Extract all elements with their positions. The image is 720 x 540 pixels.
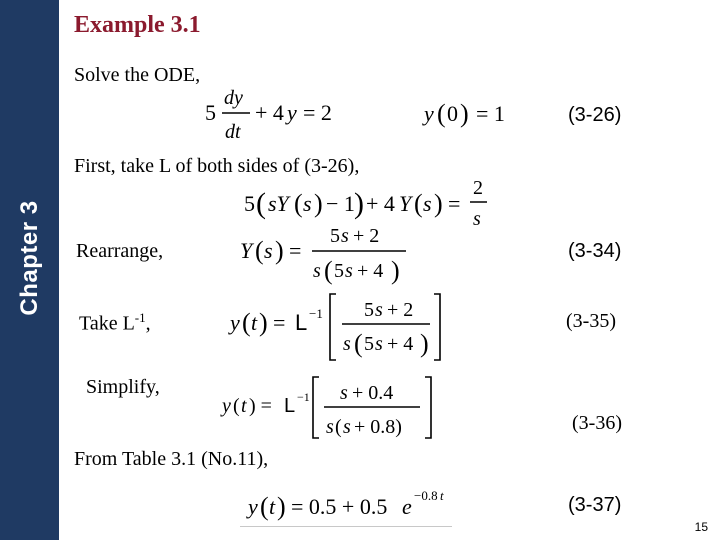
svg-text:y: y — [230, 310, 240, 335]
svg-text:2: 2 — [473, 177, 483, 199]
svg-text:= 1: = 1 — [476, 101, 505, 126]
svg-text:s: s — [313, 260, 321, 282]
svg-text:−1: −1 — [309, 306, 323, 321]
svg-text:t: t — [269, 494, 276, 519]
svg-text:+ 4: + 4 — [366, 191, 395, 216]
svg-text:(: ( — [256, 187, 266, 220]
svg-text:5: 5 — [364, 299, 374, 321]
svg-text:(: ( — [294, 189, 303, 218]
svg-text:y: y — [248, 494, 258, 519]
svg-text:s: s — [375, 333, 383, 355]
svg-text:): ) — [277, 492, 286, 521]
step-table: From Table 3.1 (No.11), — [74, 448, 269, 470]
svg-text:+ 4: + 4 — [387, 333, 414, 355]
svg-text:(: ( — [255, 236, 264, 265]
solution-equation — [240, 482, 452, 527]
svg-text:) =: ) = — [249, 395, 272, 417]
svg-text:Y: Y — [240, 238, 253, 263]
svg-text:): ) — [314, 189, 323, 218]
svg-text:= 2: = 2 — [303, 100, 332, 125]
svg-text:Y: Y — [399, 191, 412, 216]
svg-text:(: ( — [242, 308, 251, 337]
svg-text:(: ( — [437, 99, 446, 128]
svg-text:(: ( — [414, 189, 423, 218]
svg-text:(: ( — [354, 329, 363, 358]
simplified-equation — [222, 374, 442, 442]
svg-text:5: 5 — [364, 333, 374, 355]
take-inverse-sup: -1 — [134, 310, 146, 325]
equation-number-326: (3-26) — [568, 104, 622, 126]
svg-text:=: = — [448, 191, 461, 216]
svg-text:= 0.5 + 0.5: = 0.5 + 0.5 — [291, 494, 388, 519]
step-take-inverse — [79, 310, 151, 336]
svg-text:s: s — [340, 382, 348, 404]
svg-text:− 1: − 1 — [326, 191, 355, 216]
svg-text:): ) — [275, 236, 284, 265]
inverse-equation — [230, 288, 450, 364]
svg-text:y: y — [424, 101, 434, 126]
take-inverse-label: Take L — [79, 312, 135, 335]
svg-text:+ 2: + 2 — [387, 299, 414, 321]
equation-number-337: (3-37) — [568, 494, 622, 516]
svg-text:5: 5 — [330, 225, 340, 247]
svg-text:): ) — [391, 256, 400, 285]
svg-text:0: 0 — [447, 101, 458, 126]
chapter-label: Chapter 3 — [16, 200, 43, 316]
svg-text:−1: −1 — [297, 390, 310, 404]
take-inverse-suffix: , — [145, 312, 151, 335]
svg-text:s: s — [375, 299, 383, 321]
step-laplace: First, take L of both sides of (3-26), — [74, 155, 360, 177]
svg-text:(: ( — [335, 416, 342, 438]
svg-text:+ 2: + 2 — [353, 225, 380, 247]
step-intro: Solve the ODE, — [74, 64, 201, 86]
svg-text:): ) — [460, 99, 469, 128]
svg-text:e: e — [402, 494, 412, 519]
svg-text:s: s — [345, 260, 353, 282]
svg-text:−0.8: −0.8 — [414, 488, 438, 503]
svg-text:s: s — [343, 333, 351, 355]
svg-text:s: s — [423, 191, 432, 216]
svg-text:L: L — [295, 310, 308, 335]
svg-text:): ) — [420, 329, 429, 358]
svg-text:): ) — [354, 187, 364, 220]
equation-number-334: (3-34) — [568, 240, 622, 262]
svg-text:dy: dy — [224, 87, 243, 109]
svg-text:s: s — [341, 225, 349, 247]
svg-text:): ) — [434, 189, 443, 218]
svg-text:s: s — [326, 416, 334, 438]
svg-text:+ 4: + 4 — [255, 100, 284, 125]
step-simplify: Simplify, — [86, 376, 160, 398]
svg-text:t: t — [241, 395, 247, 417]
ode-equation — [205, 86, 335, 144]
step-rearrange: Rearrange, — [76, 240, 164, 262]
svg-text:=: = — [273, 310, 286, 335]
svg-text:s: s — [343, 416, 351, 438]
page-number: 15 — [694, 520, 708, 534]
svg-text:+ 0.4: + 0.4 — [352, 382, 394, 404]
rearranged-equation — [240, 222, 410, 286]
svg-text:): ) — [259, 308, 268, 337]
svg-text:s: s — [264, 238, 273, 263]
svg-text:t: t — [251, 310, 258, 335]
equation-number-336: (3-36) — [572, 412, 622, 434]
equation-number-335: (3-35) — [566, 310, 616, 332]
svg-text:s: s — [303, 191, 312, 216]
svg-text:(: ( — [260, 492, 269, 521]
svg-text:(: ( — [233, 395, 240, 417]
slide-title: Example 3.1 — [74, 12, 201, 38]
svg-text:dt: dt — [225, 121, 241, 143]
svg-text:s: s — [473, 208, 481, 230]
svg-text:5: 5 — [244, 191, 255, 216]
svg-text:sY: sY — [268, 191, 289, 216]
svg-text:L: L — [284, 395, 296, 417]
svg-text:t: t — [440, 488, 444, 503]
svg-text:+ 0.8): + 0.8) — [354, 416, 402, 438]
svg-text:=: = — [289, 238, 302, 263]
chapter-sidebar — [0, 0, 59, 540]
svg-text:+ 4: + 4 — [357, 260, 384, 282]
initial-condition — [424, 96, 514, 130]
svg-text:(: ( — [324, 256, 333, 285]
svg-text:5: 5 — [334, 260, 344, 282]
svg-text:5: 5 — [205, 100, 216, 125]
svg-text:y: y — [222, 395, 231, 417]
svg-text:y: y — [287, 100, 297, 125]
